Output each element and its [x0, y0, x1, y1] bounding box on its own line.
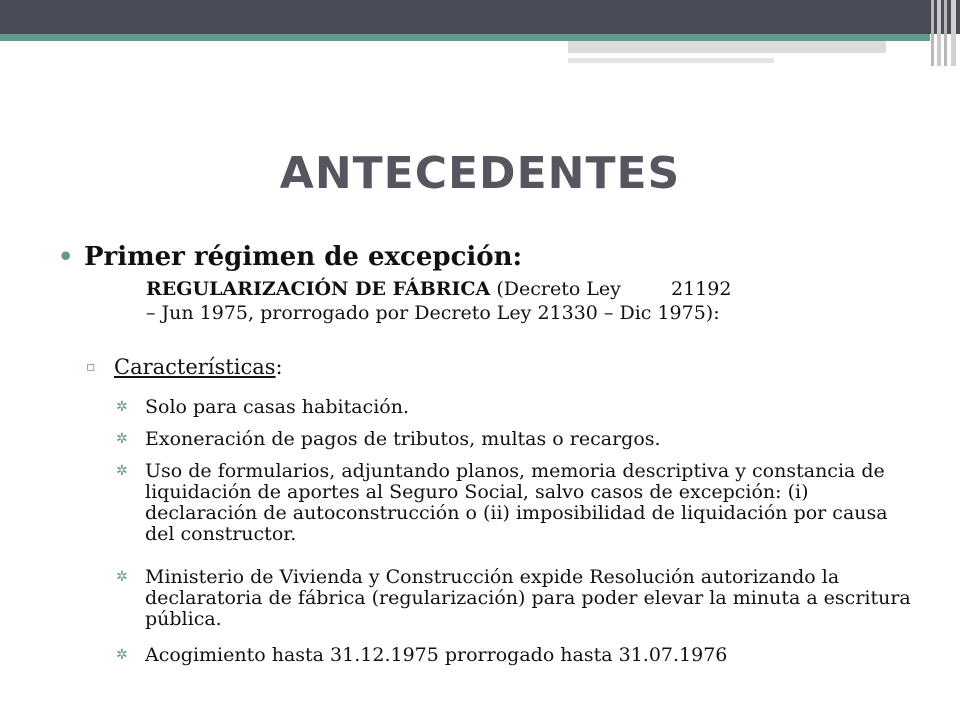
- paragraph-line2: – Jun 1975, prorrogado por Decreto Ley 21330 – Dic 1975):: [146, 302, 720, 324]
- star-bullet-icon: ✲: [116, 463, 128, 479]
- list-item: [116, 645, 916, 666]
- vertical-lines-decoration: [930, 0, 960, 66]
- list-item-text: Acogimiento hasta 31.12.1975 prorrogado hasta 31.07.1976: [145, 644, 728, 666]
- list-item-text: Exoneración de pagos de tributos, multas o recargos.: [145, 428, 661, 450]
- list-item: [116, 429, 916, 450]
- list-item: [116, 567, 916, 630]
- star-bullet-icon: ✲: [116, 399, 128, 415]
- top-bar: [0, 0, 960, 34]
- star-bullet-icon: ✲: [116, 569, 128, 585]
- level2-bullet-item: [86, 355, 283, 379]
- level1-text: Primer régimen de excepción:: [84, 242, 523, 272]
- paragraph-bold: REGULARIZACIÓN DE FÁBRICA: [146, 278, 491, 300]
- bullet-dot-icon: •: [58, 242, 74, 271]
- paragraph-line1-rest: (Decreto Ley 21192: [490, 278, 732, 300]
- list-item: [116, 397, 916, 418]
- accent-block: [568, 41, 886, 53]
- star-bullet-icon: ✲: [116, 647, 128, 663]
- level2-suffix: :: [275, 355, 283, 379]
- list-item-text: Ministerio de Vivienda y Construcción expide Resolución autorizando la declaratoria de fábrica (regularización) para poder elevar la minuta a escritura pública.: [145, 566, 911, 630]
- list-item-text: Uso de formularios, adjuntando planos, memoria descriptiva y constancia de liquidación de aportes al Seguro Social, salvo casos de excepción: (i) declaración de autoconstrucción o (ii) imposibilidad de liquidación por causa del constructor.: [145, 460, 888, 545]
- level1-bullet-item: [58, 242, 522, 272]
- description-paragraph: [146, 277, 906, 325]
- accent-stripe: [0, 34, 930, 41]
- star-bullet-icon: ✲: [116, 431, 128, 447]
- square-bullet-icon: ▫: [86, 359, 96, 375]
- list-item-text: Solo para casas habitación.: [145, 396, 409, 418]
- list-item: [116, 461, 916, 545]
- accent-block-small: [568, 58, 774, 63]
- level2-text: Características: [114, 355, 276, 379]
- slide-title: ANTECEDENTES: [279, 148, 681, 199]
